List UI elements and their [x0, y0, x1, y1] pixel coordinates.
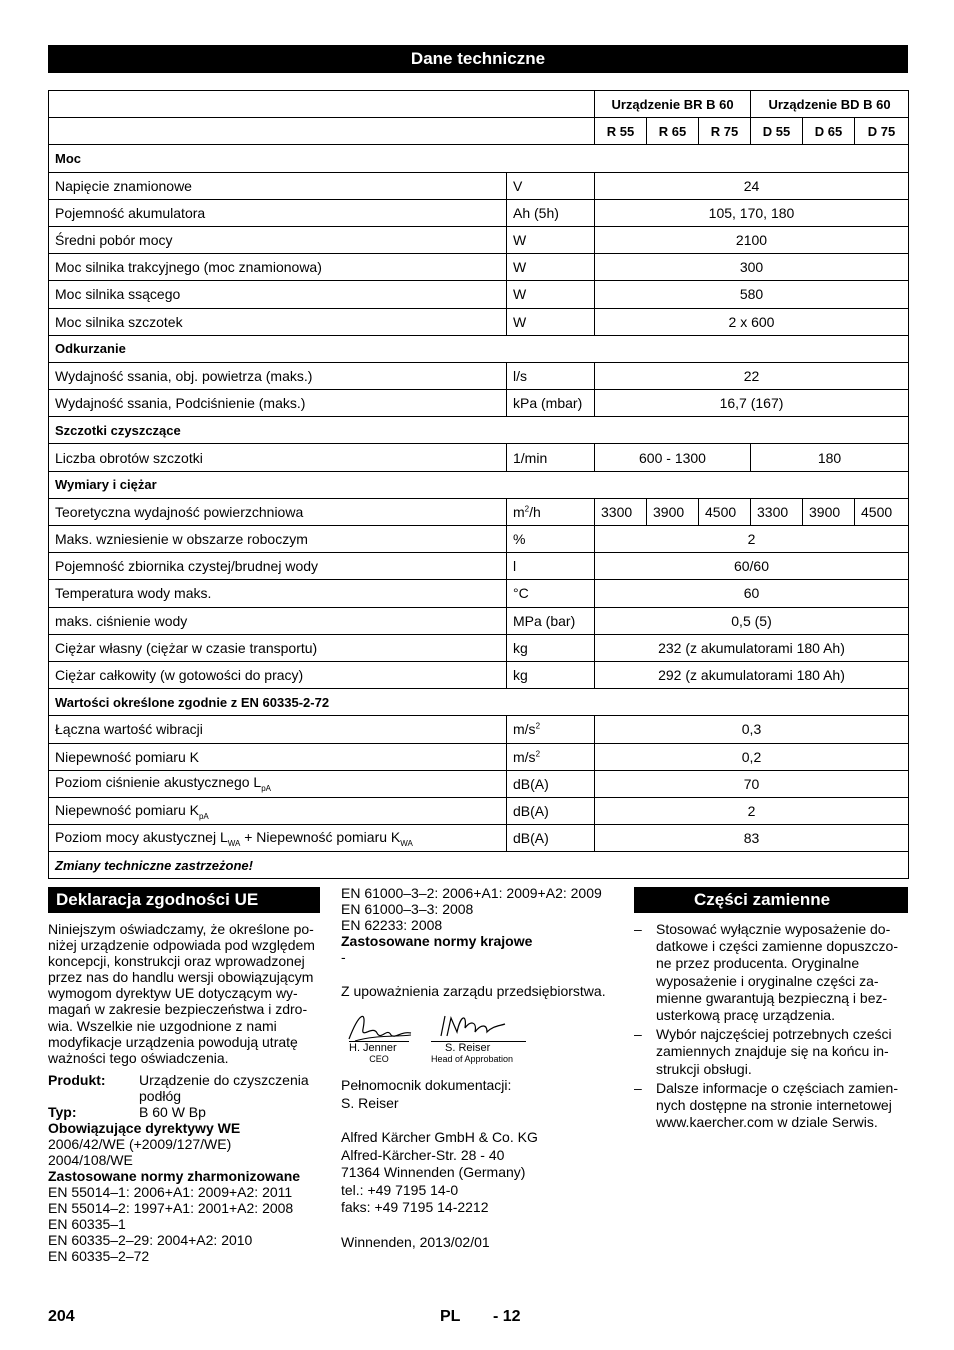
text-fragment: Napięcie znamionowe	[55, 177, 192, 194]
row-unit	[507, 825, 595, 852]
group-header: Urządzenie BR B 60	[595, 91, 751, 118]
row-value: 60/60	[595, 553, 909, 580]
text-fragment: dB(A)	[513, 830, 549, 847]
row-unit	[507, 580, 595, 607]
text-fragment: W	[513, 313, 527, 330]
row-unit	[507, 634, 595, 661]
row-value: 70	[595, 770, 909, 797]
table-row	[49, 634, 909, 661]
table-row	[49, 553, 909, 580]
section-row	[49, 145, 909, 172]
list-item: – Wybór najczęściej potrzebnych cześci zamiennych znajduje się na końcu in-strukcji obsługi.	[634, 1026, 910, 1078]
row-value: 4500	[855, 498, 909, 525]
text-fragment: Ah (5h)	[513, 204, 559, 221]
norm-item: EN 60335–2–29: 2004+A2: 2010	[48, 1231, 253, 1248]
text-fragment: Pojemność akumulatora	[55, 204, 206, 221]
footnote-row	[49, 852, 909, 879]
table-row	[49, 526, 909, 553]
spare-parts-column	[634, 921, 910, 1133]
row-label	[49, 743, 507, 770]
harmonized-title: Zastosowane normy zharmonizowane	[48, 1167, 301, 1184]
row-value: 0,5 (5)	[595, 607, 909, 634]
declaration-title: Deklaracja zgodności UE	[56, 890, 259, 909]
row-unit	[507, 526, 595, 553]
table-row	[49, 498, 909, 525]
row-value: 2	[595, 797, 909, 824]
declaration-intro: Niniejszym oświadczamy, że określone po-niżej urządzenie odpowiada pod względem koncepcji, konstrukcji oraz wprowadzonej przez nas do handlu wersji obowiązującym wymogom dyrektyw UE dotyczącym wy-magań w zakresie bezpieczeństwa i zdro-wia. Wszelkie nie uzgodnione z nami modyfikacje urządzenia powodują utratę ważności tego oświadczenia.	[48, 921, 315, 1066]
section-title: Wymiary i ciężar	[49, 471, 909, 498]
text-fragment: /h	[529, 503, 541, 520]
signature-block-1	[349, 1041, 409, 1064]
section-title: Odkurzanie	[49, 335, 909, 362]
table-row	[49, 607, 909, 634]
label-subscript: pA	[198, 811, 209, 821]
documentation-label: Pełnomocnik dokumentacji:	[341, 1077, 512, 1093]
language-code: PL	[440, 1308, 461, 1325]
row-label	[49, 607, 507, 634]
text-fragment: W	[513, 259, 527, 276]
row-label	[49, 281, 507, 308]
row-value: 60	[595, 580, 909, 607]
table-row	[49, 281, 909, 308]
row-value: 180	[751, 444, 909, 471]
row-unit	[507, 498, 595, 525]
row-unit	[507, 797, 595, 824]
row-unit	[507, 607, 595, 634]
row-value: 580	[595, 281, 909, 308]
declaration-column	[48, 921, 322, 1264]
row-unit	[507, 444, 595, 471]
text-fragment: Łączna wartość wibracji	[55, 721, 203, 738]
row-value: 3300	[751, 498, 803, 525]
text-fragment: V	[513, 177, 523, 194]
table-row	[49, 770, 909, 797]
text-fragment: %	[513, 531, 526, 548]
table-row	[49, 199, 909, 226]
text-fragment: Ciężar całkowity (w gotowości do pracy)	[55, 667, 304, 684]
text-fragment: kg	[513, 667, 528, 684]
row-label	[49, 716, 507, 743]
table-row	[49, 226, 909, 253]
row-label	[49, 172, 507, 199]
signatory-role: Head of Approbation	[431, 1054, 514, 1064]
row-label	[49, 498, 507, 525]
row-value: 600 - 1300	[595, 444, 751, 471]
signatory-name: S. Reiser	[431, 1041, 526, 1054]
unit-superscript: 2	[535, 721, 541, 731]
model-header: D 65	[803, 118, 855, 145]
row-value: 232 (z akumulatorami 180 Ah)	[595, 634, 909, 661]
signatory-name: H. Jenner	[349, 1041, 409, 1054]
row-unit	[507, 281, 595, 308]
table-row	[49, 797, 909, 824]
row-label	[49, 254, 507, 281]
directive-item: 2006/42/WE (+2009/127/WE)	[48, 1135, 232, 1152]
row-label	[49, 553, 507, 580]
table-row	[49, 825, 909, 852]
text-fragment: Poziom mocy akustycznej L	[55, 828, 228, 845]
model-header: D 55	[751, 118, 803, 145]
directive-item: 2004/108/WE	[48, 1151, 133, 1168]
row-unit	[507, 199, 595, 226]
table-row	[49, 444, 909, 471]
row-value: 0,3	[595, 716, 909, 743]
row-value: 83	[595, 825, 909, 852]
row-unit	[507, 716, 595, 743]
text-fragment: Moc silnika ssącego	[55, 286, 181, 303]
spare-parts-title: Części zamienne	[694, 890, 831, 909]
row-value: 105, 170, 180	[595, 199, 909, 226]
section-title: Szczotki czyszczące	[49, 417, 909, 444]
documentation-name: S. Reiser	[341, 1094, 399, 1111]
row-label	[49, 797, 507, 824]
company-line: Alfred-Kärcher-Str. 28 - 40	[341, 1146, 505, 1163]
row-unit	[507, 770, 595, 797]
row-unit	[507, 254, 595, 281]
section-title: Moc	[49, 145, 909, 172]
row-value: 2100	[595, 226, 909, 253]
table-row	[49, 362, 909, 389]
row-unit	[507, 661, 595, 688]
row-unit	[507, 226, 595, 253]
row-unit	[507, 362, 595, 389]
text-fragment: kPa (mbar)	[513, 395, 583, 412]
row-label	[49, 580, 507, 607]
label-subscript: WA	[400, 838, 413, 848]
table-header-row	[49, 91, 909, 118]
norm-item: EN 62233: 2008	[341, 917, 443, 933]
company-line: 71364 Winnenden (Germany)	[341, 1164, 526, 1180]
text-fragment: m	[513, 503, 525, 520]
list-item: – Stosować wyłącznie wyposażenie do-datkowe i części zamienne dopuszczo-ne przez producenta. Oryginalne wyposażenie i oryginalne części za-mienne gwarantują bezpieczną i bez-usterkową pracę urządzenia.	[634, 921, 910, 1024]
row-value: 3900	[803, 498, 855, 525]
label-subscript: WA	[227, 838, 241, 848]
table-row	[49, 172, 909, 199]
row-value: 292 (z akumulatorami 180 Ah)	[595, 661, 909, 688]
signature-reiser	[437, 1010, 509, 1042]
product-row	[48, 1072, 322, 1104]
row-unit	[507, 553, 595, 580]
unit-superscript: 2	[535, 748, 541, 758]
text-fragment: kg	[513, 639, 528, 656]
text-fragment: W	[513, 286, 527, 303]
row-label	[49, 362, 507, 389]
text-fragment: Teoretyczna wydajność powierzchniowa	[55, 503, 304, 520]
signatory-role: CEO	[369, 1054, 389, 1064]
declaration-title-bar	[48, 887, 320, 913]
row-value: 16,7 (167)	[595, 390, 909, 417]
section-row	[49, 471, 909, 498]
row-value: 2 x 600	[595, 308, 909, 335]
section-row	[49, 335, 909, 362]
row-unit	[507, 172, 595, 199]
product-label: Produkt:	[48, 1071, 106, 1088]
group-header: Urządzenie BD B 60	[751, 91, 909, 118]
text-fragment: dB(A)	[513, 775, 549, 792]
text-fragment: Temperatura wody maks.	[55, 585, 212, 602]
norm-item: EN 60335–2–72	[48, 1247, 150, 1264]
section-row	[49, 417, 909, 444]
row-unit	[507, 308, 595, 335]
directives-title: Obowiązujące dyrektywy WE	[48, 1119, 241, 1136]
text-fragment: °C	[513, 585, 529, 602]
text-fragment: + Niepewność pomiaru K	[240, 828, 401, 845]
row-unit	[507, 743, 595, 770]
norm-item: EN 55014–1: 2006+A1: 2009+A2: 2011	[48, 1183, 293, 1200]
model-header-row	[49, 118, 909, 145]
row-unit	[507, 390, 595, 417]
text-fragment: dB(A)	[513, 802, 549, 819]
table-footnote: Zmiany techniczne zastrzeżone!	[49, 852, 909, 879]
text-fragment: MPa (bar)	[513, 612, 576, 629]
row-value: 3900	[647, 498, 699, 525]
model-header: R 65	[647, 118, 699, 145]
text-fragment: Maks. wzniesienie w obszarze roboczym	[55, 531, 308, 548]
row-value: 2	[595, 526, 909, 553]
place-date: Winnenden, 2013/02/01	[341, 1233, 490, 1250]
norm-item: EN 60335–1	[48, 1215, 126, 1232]
row-label	[49, 390, 507, 417]
list-item: – Dalsze informacje o częściach zamien-nych dostępne na stronie internetowej www.kaercher.com w dziale Serwis.	[634, 1080, 910, 1132]
documentation-block	[341, 1077, 621, 1251]
company-line: tel.: +49 7195 14-0	[341, 1181, 459, 1198]
text-fragment: Poziom ciśnienie akustycznego L	[55, 774, 262, 791]
spare-parts-title-bar	[634, 887, 908, 913]
type-value: B 60 W Bp	[139, 1103, 206, 1120]
row-value: 0,2	[595, 743, 909, 770]
row-label	[49, 825, 507, 852]
row-value: 22	[595, 362, 909, 389]
signature-block-2	[431, 1041, 526, 1064]
text-fragment: 1/min	[513, 449, 548, 466]
national-norms-title: Zastosowane normy krajowe	[341, 933, 533, 949]
row-label	[49, 308, 507, 335]
row-label	[49, 634, 507, 661]
row-value: 300	[595, 254, 909, 281]
page-number: 204	[48, 1308, 75, 1325]
text-fragment: m/s	[513, 748, 536, 765]
model-header: R 75	[699, 118, 751, 145]
row-label	[49, 226, 507, 253]
row-label	[49, 770, 507, 797]
text-fragment: Niepewność pomiaru K	[55, 748, 199, 765]
authorization-text: Z upoważnienia zarządu przedsiębiorstwa.	[341, 983, 606, 999]
row-value: 3300	[595, 498, 647, 525]
text-fragment: Średni pobór mocy	[55, 232, 173, 249]
model-header: R 55	[595, 118, 647, 145]
table-row	[49, 390, 909, 417]
text-fragment: Wydajność ssania, Podciśnienie (maks.)	[55, 395, 306, 412]
row-label	[49, 199, 507, 226]
product-value: Urządzenie do czyszczenia podłóg	[139, 1071, 309, 1104]
row-value: 4500	[699, 498, 751, 525]
sub-page-number: - 12	[493, 1308, 521, 1325]
text-fragment: maks. ciśnienie wody	[55, 612, 188, 629]
page-title: Dane techniczne	[410, 49, 546, 68]
row-label	[49, 661, 507, 688]
section-title: Wartości określone zgodnie z EN 60335-2-72	[49, 689, 909, 716]
label-subscript: pA	[261, 784, 272, 794]
row-value: 24	[595, 172, 909, 199]
table-row	[49, 661, 909, 688]
row-label	[49, 526, 507, 553]
text-fragment: Moc silnika trakcyjnego (moc znamionowa)	[55, 259, 322, 276]
text-fragment: Wydajność ssania, obj. powietrza (maks.)	[55, 367, 313, 384]
text-fragment: l	[513, 558, 517, 575]
text-fragment: Liczba obrotów szczotki	[55, 449, 203, 466]
section-row	[49, 689, 909, 716]
declaration-continued-column	[341, 885, 621, 999]
text-fragment: Moc silnika szczotek	[55, 313, 183, 330]
text-fragment: m/s	[513, 721, 536, 738]
unit-superscript: 2	[524, 504, 530, 514]
type-row	[48, 1104, 322, 1120]
type-label: Typ:	[48, 1103, 77, 1120]
row-label	[49, 444, 507, 471]
table-row	[49, 308, 909, 335]
national-norms-value: -	[341, 949, 346, 965]
text-fragment: Ciężar własny (ciężar w czasie transportu)	[55, 639, 318, 656]
table-row	[49, 254, 909, 281]
norm-item: EN 55014–2: 1997+A1: 2001+A2: 2008	[48, 1199, 294, 1216]
text-fragment: W	[513, 232, 527, 249]
text-fragment: Pojemność zbiornika czystej/brudnej wody	[55, 558, 319, 575]
table-row	[49, 580, 909, 607]
norm-item: EN 61000–3–2: 2006+A1: 2009+A2: 2009	[341, 885, 602, 901]
table-row	[49, 716, 909, 743]
norm-item: EN 61000–3–3: 2008	[341, 901, 474, 917]
text-fragment: l/s	[513, 367, 527, 384]
table-row	[49, 743, 909, 770]
section-title-bar	[48, 45, 908, 73]
company-line: faks: +49 7195 14-2212	[341, 1199, 489, 1215]
model-header: D 75	[855, 118, 909, 145]
technical-data-table	[48, 90, 909, 879]
text-fragment: Niepewność pomiaru K	[55, 801, 199, 818]
spare-parts-list	[634, 921, 910, 1131]
company-line: Alfred Kärcher GmbH & Co. KG	[341, 1129, 538, 1145]
